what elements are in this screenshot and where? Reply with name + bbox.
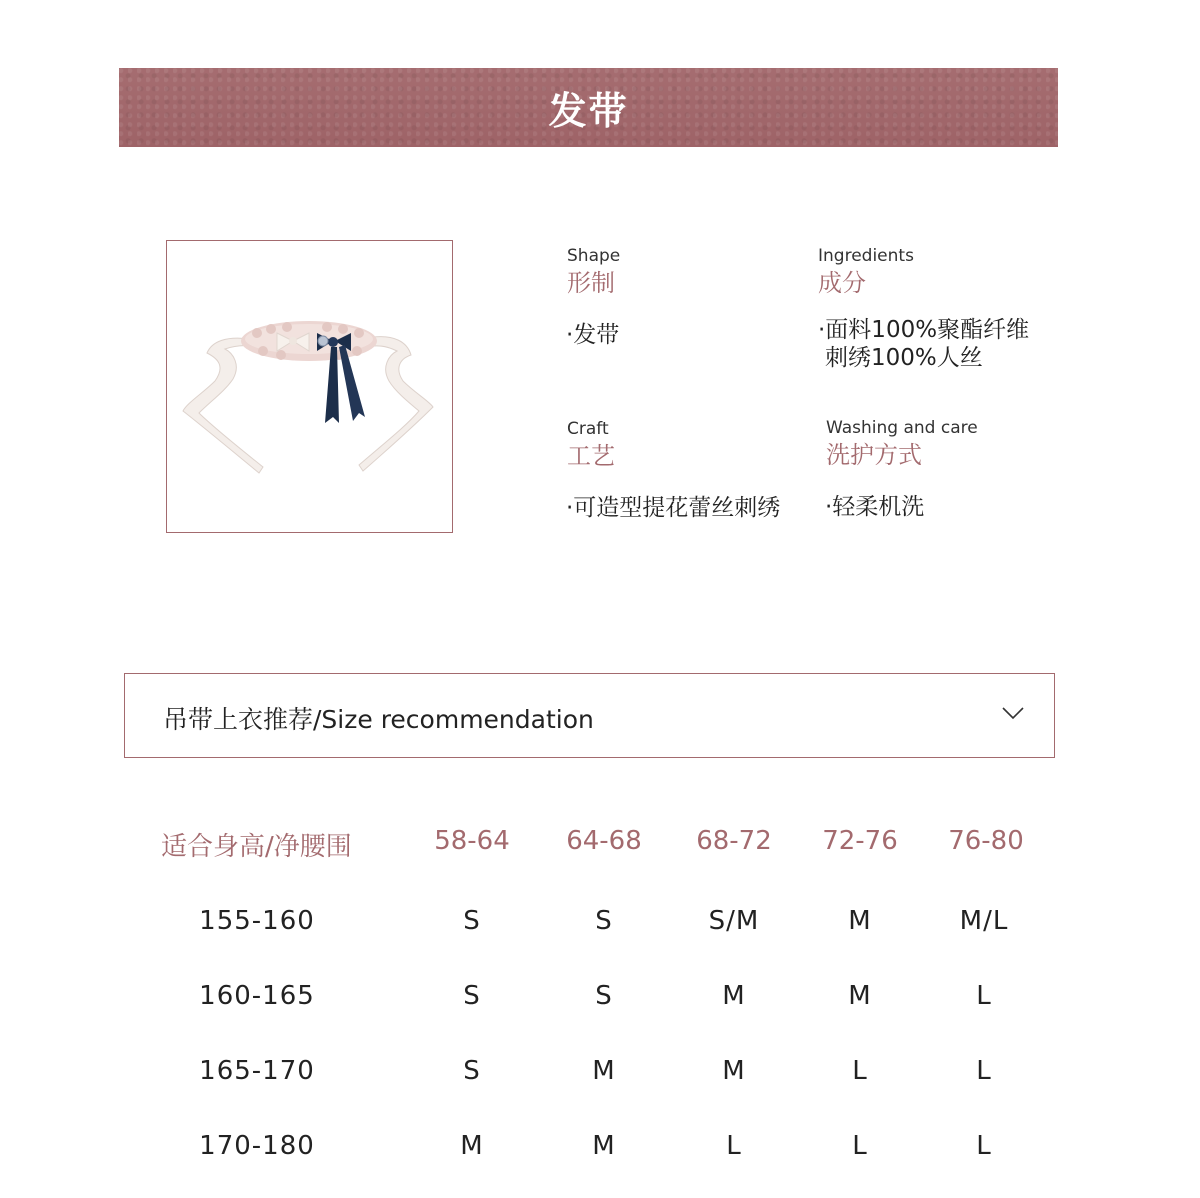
spec-ingredients-cn: 成分 [818,269,866,297]
section-banner [119,68,1058,147]
size-cell: L [976,981,992,1011]
size-cell: M [848,981,872,1011]
spec-craft [567,419,615,471]
headband-image [167,241,452,532]
size-cell: L [852,1056,868,1086]
size-cell: S [463,981,481,1011]
product-photo-frame [166,240,453,533]
size-cell: S [595,981,613,1011]
spec-ingredients-value-1: ·面料100%聚酯纤维 [818,317,1030,343]
size-cell: M [460,1131,484,1161]
spec-ingredients [818,246,914,298]
waist-column-header: 72-76 [822,826,898,856]
size-cell: S [463,906,481,936]
height-row-label: 155-160 [199,906,315,936]
size-cell: L [726,1131,742,1161]
size-cell: M [848,906,872,936]
size-cell: M [592,1131,616,1161]
chevron-down-icon[interactable] [1002,706,1024,720]
height-row-label: 160-165 [199,981,315,1011]
size-cell: L [976,1131,992,1161]
size-cell: M [592,1056,616,1086]
spec-shape-en: Shape [567,246,621,266]
waist-column-header: 58-64 [434,826,510,856]
size-cell: L [852,1131,868,1161]
spec-craft-en: Craft [567,419,609,439]
spec-care-value: ·轻柔机洗 [825,494,925,520]
size-table-corner: 适合身高/净腰围 [161,832,352,862]
spec-shape-value: ·发带 [566,322,620,348]
spec-care [826,418,978,470]
waist-column-header: 68-72 [696,826,772,856]
size-cell: S/M [708,906,760,936]
banner-title: 发带 [548,89,629,133]
spec-craft-cn: 工艺 [567,442,615,470]
waist-column-header: 76-80 [948,826,1024,856]
size-cell: S [595,906,613,936]
spec-care-en: Washing and care [826,418,978,438]
size-cell: L [976,1056,992,1086]
size-recommendation-dropdown[interactable] [124,673,1055,758]
spec-craft-value: ·可造型提花蕾丝刺绣 [566,495,781,521]
height-row-label: 165-170 [199,1056,315,1086]
size-cell: M/L [959,906,1009,936]
spec-ingredients-en: Ingredients [818,246,914,266]
height-row-label: 170-180 [199,1131,315,1161]
size-cell: M [722,981,746,1011]
waist-column-header: 64-68 [566,826,642,856]
spec-ingredients-value-2: 刺绣100%人丝 [825,345,983,371]
spec-shape-cn: 形制 [567,269,615,297]
spec-shape [567,246,620,298]
size-cell: M [722,1056,746,1086]
size-cell: S [463,1056,481,1086]
spec-care-cn: 洗护方式 [826,441,922,469]
dropdown-label: 吊带上衣推荐/Size recommendation [163,705,594,734]
